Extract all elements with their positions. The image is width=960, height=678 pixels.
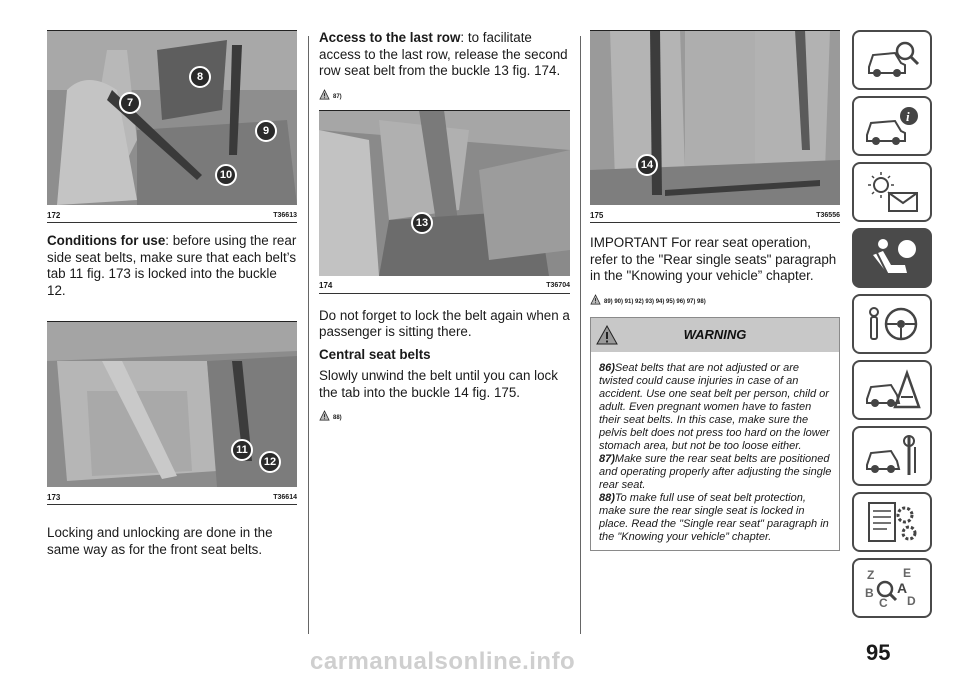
key-steering-wheel-icon	[863, 301, 921, 347]
figure-175	[590, 30, 840, 223]
central-seat-belts-heading: Central seat belts	[319, 346, 431, 362]
tab-technical-data[interactable]	[852, 492, 932, 552]
warning-triangle-icon	[319, 89, 330, 100]
reference-number: 88)	[333, 415, 342, 421]
column-2	[319, 30, 570, 421]
svg-text:i: i	[906, 109, 910, 124]
marker-13: 13	[411, 212, 433, 234]
seat-airbag-icon	[863, 235, 921, 281]
central-belts-paragraph: Slowly unwind the belt until you can lock the tab into the buckle 14 fig. 175.	[319, 368, 558, 400]
locking-paragraph: Locking and unlocking are done in the same way as for the front seat belts.	[47, 525, 273, 557]
marker-9: 9	[255, 120, 277, 142]
watermark: carmanualsonline.info	[310, 648, 576, 675]
warning-item-87: 87)Make sure the rear seat belts are positioned and operating properly after adjusting the single rear seat.	[599, 452, 832, 491]
specs-list-gears-icon	[863, 499, 921, 545]
figure-174	[319, 110, 570, 294]
tab-warning-lights[interactable]	[852, 162, 932, 222]
marker-10: 10	[215, 164, 237, 186]
index-letter-z: Z	[867, 568, 875, 582]
warning-reference-88	[319, 405, 570, 421]
marker-7: 7	[119, 92, 141, 114]
page-number: 95	[866, 640, 891, 665]
tab-breakdown[interactable]	[852, 360, 932, 420]
figure-173-caption	[47, 490, 297, 505]
reference-numbers: 89) 90) 91) 92) 93) 94) 95) 96) 97) 98)	[604, 298, 706, 305]
car-wrench-icon	[863, 433, 921, 479]
warning-item-88: 88)To make full use of seat belt protection, make sure the rear single seat is locked in place. Read the "Single rear seat" paragraph in the "Knowing your vehicle” chapter.	[599, 491, 829, 543]
figure-172-caption	[47, 208, 297, 223]
figure-code: T36556	[816, 211, 840, 219]
figure-173	[47, 321, 297, 505]
warning-body	[591, 352, 839, 550]
tab-key-steering[interactable]	[852, 294, 932, 354]
warning-triangle-icon	[596, 324, 618, 346]
tab-seat-airbag[interactable]	[852, 228, 932, 288]
column-divider-right	[580, 36, 581, 634]
figure-173-photo	[47, 321, 297, 487]
figure-174-caption	[319, 279, 570, 294]
warning-lights-mail-icon	[863, 169, 921, 215]
figure-code: T36614	[273, 493, 297, 501]
tab-index[interactable]	[852, 558, 932, 618]
figure-code: T36704	[546, 282, 570, 289]
column-3	[590, 30, 840, 551]
column-1	[47, 30, 297, 558]
index-letter-b: B	[865, 586, 874, 600]
marker-8: 8	[189, 66, 211, 88]
access-heading: Access to the last row	[319, 30, 461, 45]
figure-number: 174	[319, 281, 333, 290]
warning-triangle-icon	[319, 410, 330, 421]
car-breakdown-triangle-icon	[863, 367, 921, 413]
tab-maintenance[interactable]	[852, 426, 932, 486]
marker-11: 11	[231, 439, 253, 461]
figure-number: 173	[47, 492, 61, 502]
warning-references-89-98	[590, 289, 840, 305]
marker-12: 12	[259, 451, 281, 473]
important-paragraph: IMPORTANT For rear seat operation, refer to the "Rear single seats" paragraph in the "Knowing your vehicle” chapter.	[590, 235, 837, 283]
figure-number: 172	[47, 210, 61, 220]
conditions-heading: Conditions for use	[47, 233, 166, 248]
warning-box	[590, 317, 840, 551]
warning-item-86: 86)Seat belts that are not adjusted or are twisted could cause injuries in case of an accident. Use one seat belt per person, child or adult. Even pregnant women have to fasten their seat belts. In this case, make sure the pelvis belt does not press too hard on the lower stomach area, but not be too loose either.	[599, 361, 830, 452]
marker-14: 14	[636, 154, 658, 176]
index-letter-e: E	[903, 566, 912, 580]
index-letter-c: C	[879, 596, 888, 610]
figure-175-photo	[590, 30, 840, 205]
access-paragraph	[319, 30, 570, 80]
relock-paragraph: Do not forget to lock the belt again when a passenger is sitting there.	[319, 307, 570, 339]
car-info-icon	[863, 103, 921, 149]
index-letter-d: D	[907, 594, 916, 608]
car-search-icon	[863, 37, 921, 83]
tab-car-search[interactable]	[852, 30, 932, 90]
warning-triangle-icon	[590, 294, 601, 305]
index-letters-search-icon	[863, 565, 921, 611]
figure-174-photo	[319, 110, 570, 276]
figure-number: 175	[590, 210, 604, 220]
figure-172-photo	[47, 30, 297, 205]
conditions-paragraph	[47, 233, 297, 299]
index-letter-a: A	[897, 580, 908, 596]
warning-header	[591, 318, 839, 352]
figure-172	[47, 30, 297, 223]
figure-175-caption	[590, 208, 840, 223]
reference-number: 87)	[333, 93, 342, 100]
warning-title: WARNING	[683, 327, 747, 342]
access-text: : to facilitate access to the last row, release the second row seat belt from the buckle 13 fig. 174.	[319, 30, 568, 78]
column-divider-left	[308, 36, 309, 634]
warning-reference-87	[319, 84, 570, 100]
chapter-tabs	[852, 30, 932, 624]
conditions-text: : before using the rear side seat belts, make sure that each belt’s tab 11 fig. 173 is locked into the buckle 12.	[47, 233, 297, 298]
tab-car-info[interactable]	[852, 96, 932, 156]
figure-code: T36613	[273, 211, 297, 219]
